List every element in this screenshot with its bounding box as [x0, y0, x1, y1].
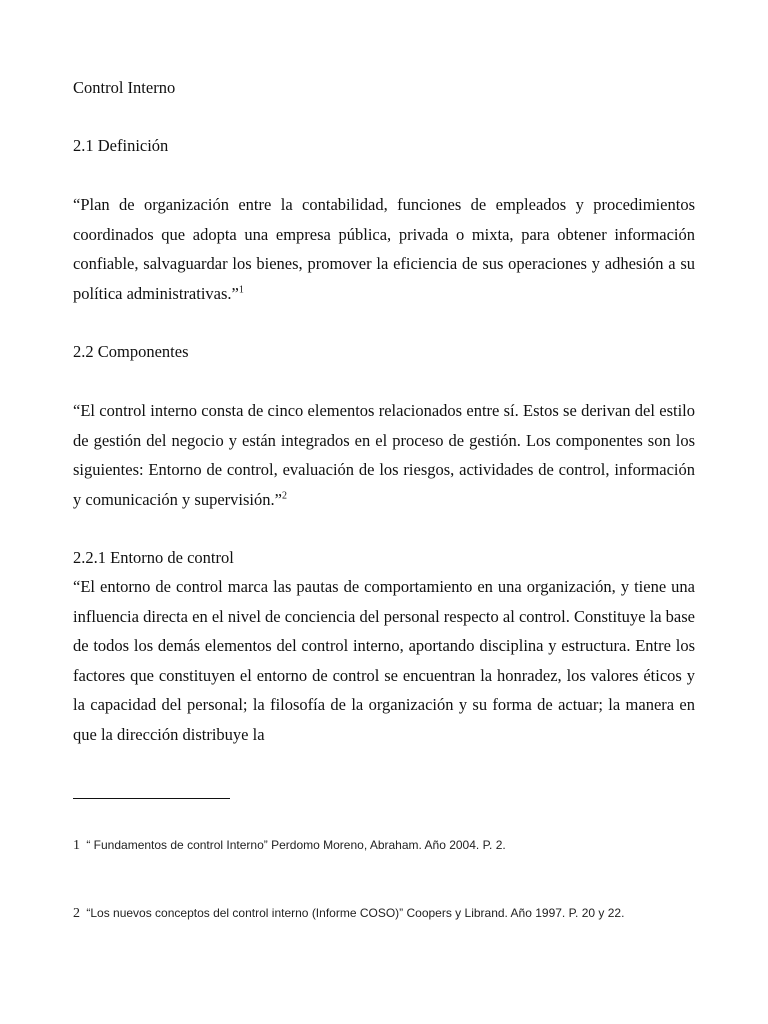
footnote-separator — [73, 798, 230, 799]
section-heading-definicion: 2.1 Definición — [73, 136, 169, 155]
footnote-ref-1: 1 — [238, 284, 244, 295]
footnote-1 — [73, 837, 506, 854]
footnote-text: “ Fundamentos de control Interno” Perdomo Moreno, Abraham. Año 2004. P. 2. — [86, 838, 506, 852]
section-paragraph-definicion — [73, 190, 695, 308]
paragraph-text: “El control interno consta de cinco elementos relacionados entre sí. Estos se derivan del estilo de gestión del negocio y están integrados en el proceso de gestión. Los componentes son los siguientes: Entorno de control, evaluación de los riesgos, actividades de control, información y comunicación y supervisión.” — [73, 401, 695, 509]
document-title: Control Interno — [73, 78, 176, 97]
section-heading-entorno: 2.2.1 Entorno de control — [73, 548, 234, 567]
footnote-ref-2: 2 — [281, 490, 287, 501]
footnote-text: “Los nuevos conceptos del control interno (Informe COSO)” Coopers y Librand. Año 1997. P. 20 y 22. — [86, 906, 625, 920]
section-paragraph-componentes — [73, 396, 695, 514]
paragraph-text: “El entorno de control marca las pautas de comportamiento en una organización, y tiene una influencia directa en el nivel de conciencia del personal respecto al control. Constituye la base de todos los demás elementos del control interno, aportando disciplina y estructura. Entre los factores que constituyen el entorno de control se encuentran la honradez, los valores éticos y la capacidad del personal; la filosofía de la organización y su forma de actuar; la manera en que la dirección distribuye la — [73, 577, 695, 744]
section-paragraph-entorno — [73, 572, 695, 749]
footnote-2 — [73, 905, 624, 922]
footnote-number: 2 — [73, 906, 80, 921]
footnote-number: 1 — [73, 838, 80, 853]
paragraph-text: “Plan de organización entre la contabilidad, funciones de empleados y procedimientos coordinados que adopta una empresa pública, privada o mixta, para obtener información confiable, salvaguardar los bienes, promover la eficiencia de sus operaciones y adhesión a su política administrativas.” — [73, 195, 695, 303]
section-heading-componentes: 2.2 Componentes — [73, 342, 189, 361]
